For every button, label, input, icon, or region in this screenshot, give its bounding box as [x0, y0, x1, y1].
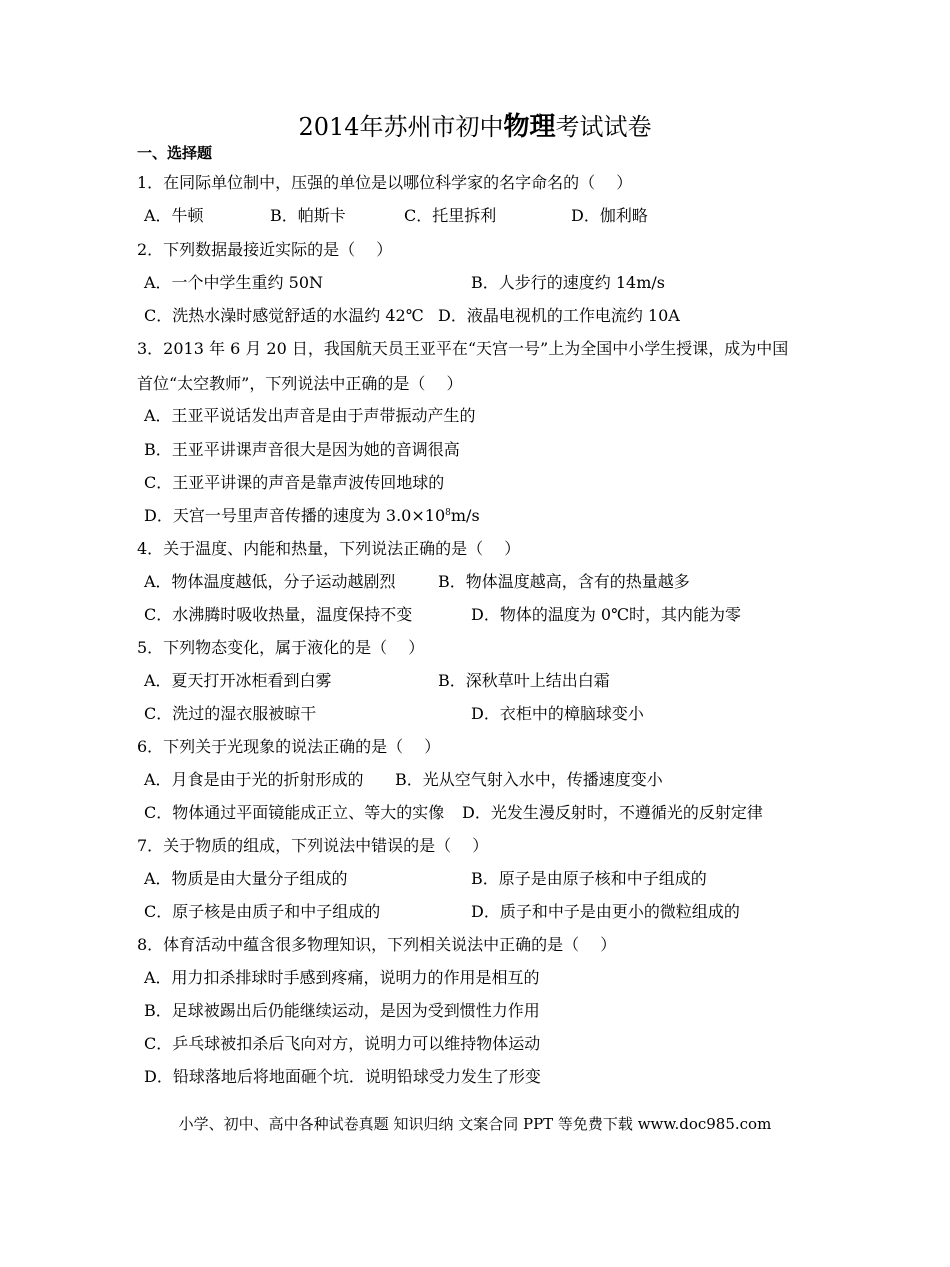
- q3-stem-line2: 首位“太空教师”，下列说法中正确的是（ ）: [137, 374, 463, 393]
- q3-option-b: B．王亚平讲课声音很大是因为她的音调很高: [144, 440, 460, 459]
- q3-stem-line1: 3．2013 年 6 月 20 日，我国航天员王亚平在“天宫一号”上为全国中小学生授课，成为中国: [137, 339, 789, 358]
- q8-option-d: D．铅球落地后将地面砸个坑．说明铅球受力发生了形变: [144, 1067, 541, 1086]
- section-heading: 一、选择题: [137, 144, 213, 162]
- q2-option-d: D．液晶电视机的工作电流约 10A: [438, 306, 680, 325]
- q5-option-c: C．洗过的湿衣服被晾干: [144, 704, 317, 723]
- q4-stem: 4．关于温度、内能和热量，下列说法正确的是（ ）: [137, 539, 521, 558]
- q2-option-a: A．一个中学生重约 50N: [144, 273, 324, 292]
- q3-option-d-unit: m/s: [450, 506, 480, 525]
- q3-option-d-exponent: 8: [445, 508, 451, 518]
- title-pre: 2014年苏州市初中: [298, 113, 504, 141]
- q8-option-b: B．足球被踢出后仍能继续运动，是因为受到惯性力作用: [144, 1001, 540, 1020]
- q7-stem: 7．关于物质的组成，下列说法中错误的是（ ）: [137, 836, 489, 855]
- q1-option-a: A．牛顿: [144, 206, 204, 225]
- page-title: [0, 112, 950, 142]
- q5-option-a: A．夏天打开冰柜看到白雾: [144, 671, 332, 690]
- q8-option-c: C．乒乓球被扣杀后飞向对方，说明力可以维持物体运动: [144, 1034, 541, 1053]
- q4-option-c: C．水沸腾时吸收热量，温度保持不变: [144, 605, 413, 624]
- q3-option-a: A．王亚平说话发出声音是由于声带振动产生的: [144, 406, 476, 425]
- q5-option-d: D．衣柜中的樟脑球变小: [471, 704, 644, 723]
- q4-option-a: A．物体温度越低，分子运动越剧烈: [144, 572, 396, 591]
- q3-option-d-text: D．天宫一号里声音传播的速度为 3.0×10: [144, 506, 446, 525]
- q3-option-c: C．王亚平讲课的声音是靠声波传回地球的: [144, 473, 445, 492]
- q7-option-c: C．原子核是由质子和中子组成的: [144, 902, 381, 921]
- q2-stem: 2．下列数据最接近实际的是（ ）: [137, 240, 393, 259]
- q6-option-c: C．物体通过平面镜能成正立、等大的实像: [144, 803, 445, 822]
- q8-option-a: A．用力扣杀排球时手感到疼痛，说明力的作用是相互的: [144, 968, 540, 987]
- q7-option-a: A．物质是由大量分子组成的: [144, 869, 348, 888]
- q6-stem: 6．下列关于光现象的说法正确的是（ ）: [137, 737, 441, 756]
- q2-option-b: B．人步行的速度约 14m/s: [471, 273, 665, 292]
- title-bold: 物理: [503, 112, 556, 142]
- q3-option-d: [144, 506, 480, 526]
- q4-option-d: D．物体的温度为 0℃时，其内能为零: [471, 605, 741, 624]
- q2-option-c: C．洗热水澡时感觉舒适的水温约 42℃: [144, 306, 424, 325]
- q7-option-b: B．原子是由原子核和中子组成的: [471, 869, 707, 888]
- q1-option-d: D．伽利略: [571, 206, 648, 225]
- q6-option-d: D．光发生漫反射时，不遵循光的反射定律: [462, 803, 763, 822]
- q5-option-b: B．深秋草叶上结出白霜: [438, 671, 610, 690]
- q4-option-b: B．物体温度越高，含有的热量越多: [438, 572, 690, 591]
- q1-option-c: C．托里拆利: [404, 206, 497, 225]
- q7-option-d: D．质子和中子是由更小的微粒组成的: [471, 902, 740, 921]
- q1-stem: 1．在同际单位制中，压强的单位是以哪位科学家的名字命名的（ ）: [137, 173, 633, 192]
- q8-stem: 8．体育活动中蕴含很多物理知识，下列相关说法中正确的是（ ）: [137, 935, 617, 954]
- title-post: 考试试卷: [555, 113, 652, 141]
- q6-option-b: B．光从空气射入水中，传播速度变小: [395, 770, 663, 789]
- q6-option-a: A．月食是由于光的折射形成的: [144, 770, 364, 789]
- q5-stem: 5．下列物态变化，属于液化的是（ ）: [137, 638, 425, 657]
- q1-option-b: B．帕斯卡: [270, 206, 346, 225]
- footer-note: 小学、初中、高中各种试卷真题 知识归纳 文案合同 PPT 等免费下载 www.doc985.com: [178, 1115, 772, 1133]
